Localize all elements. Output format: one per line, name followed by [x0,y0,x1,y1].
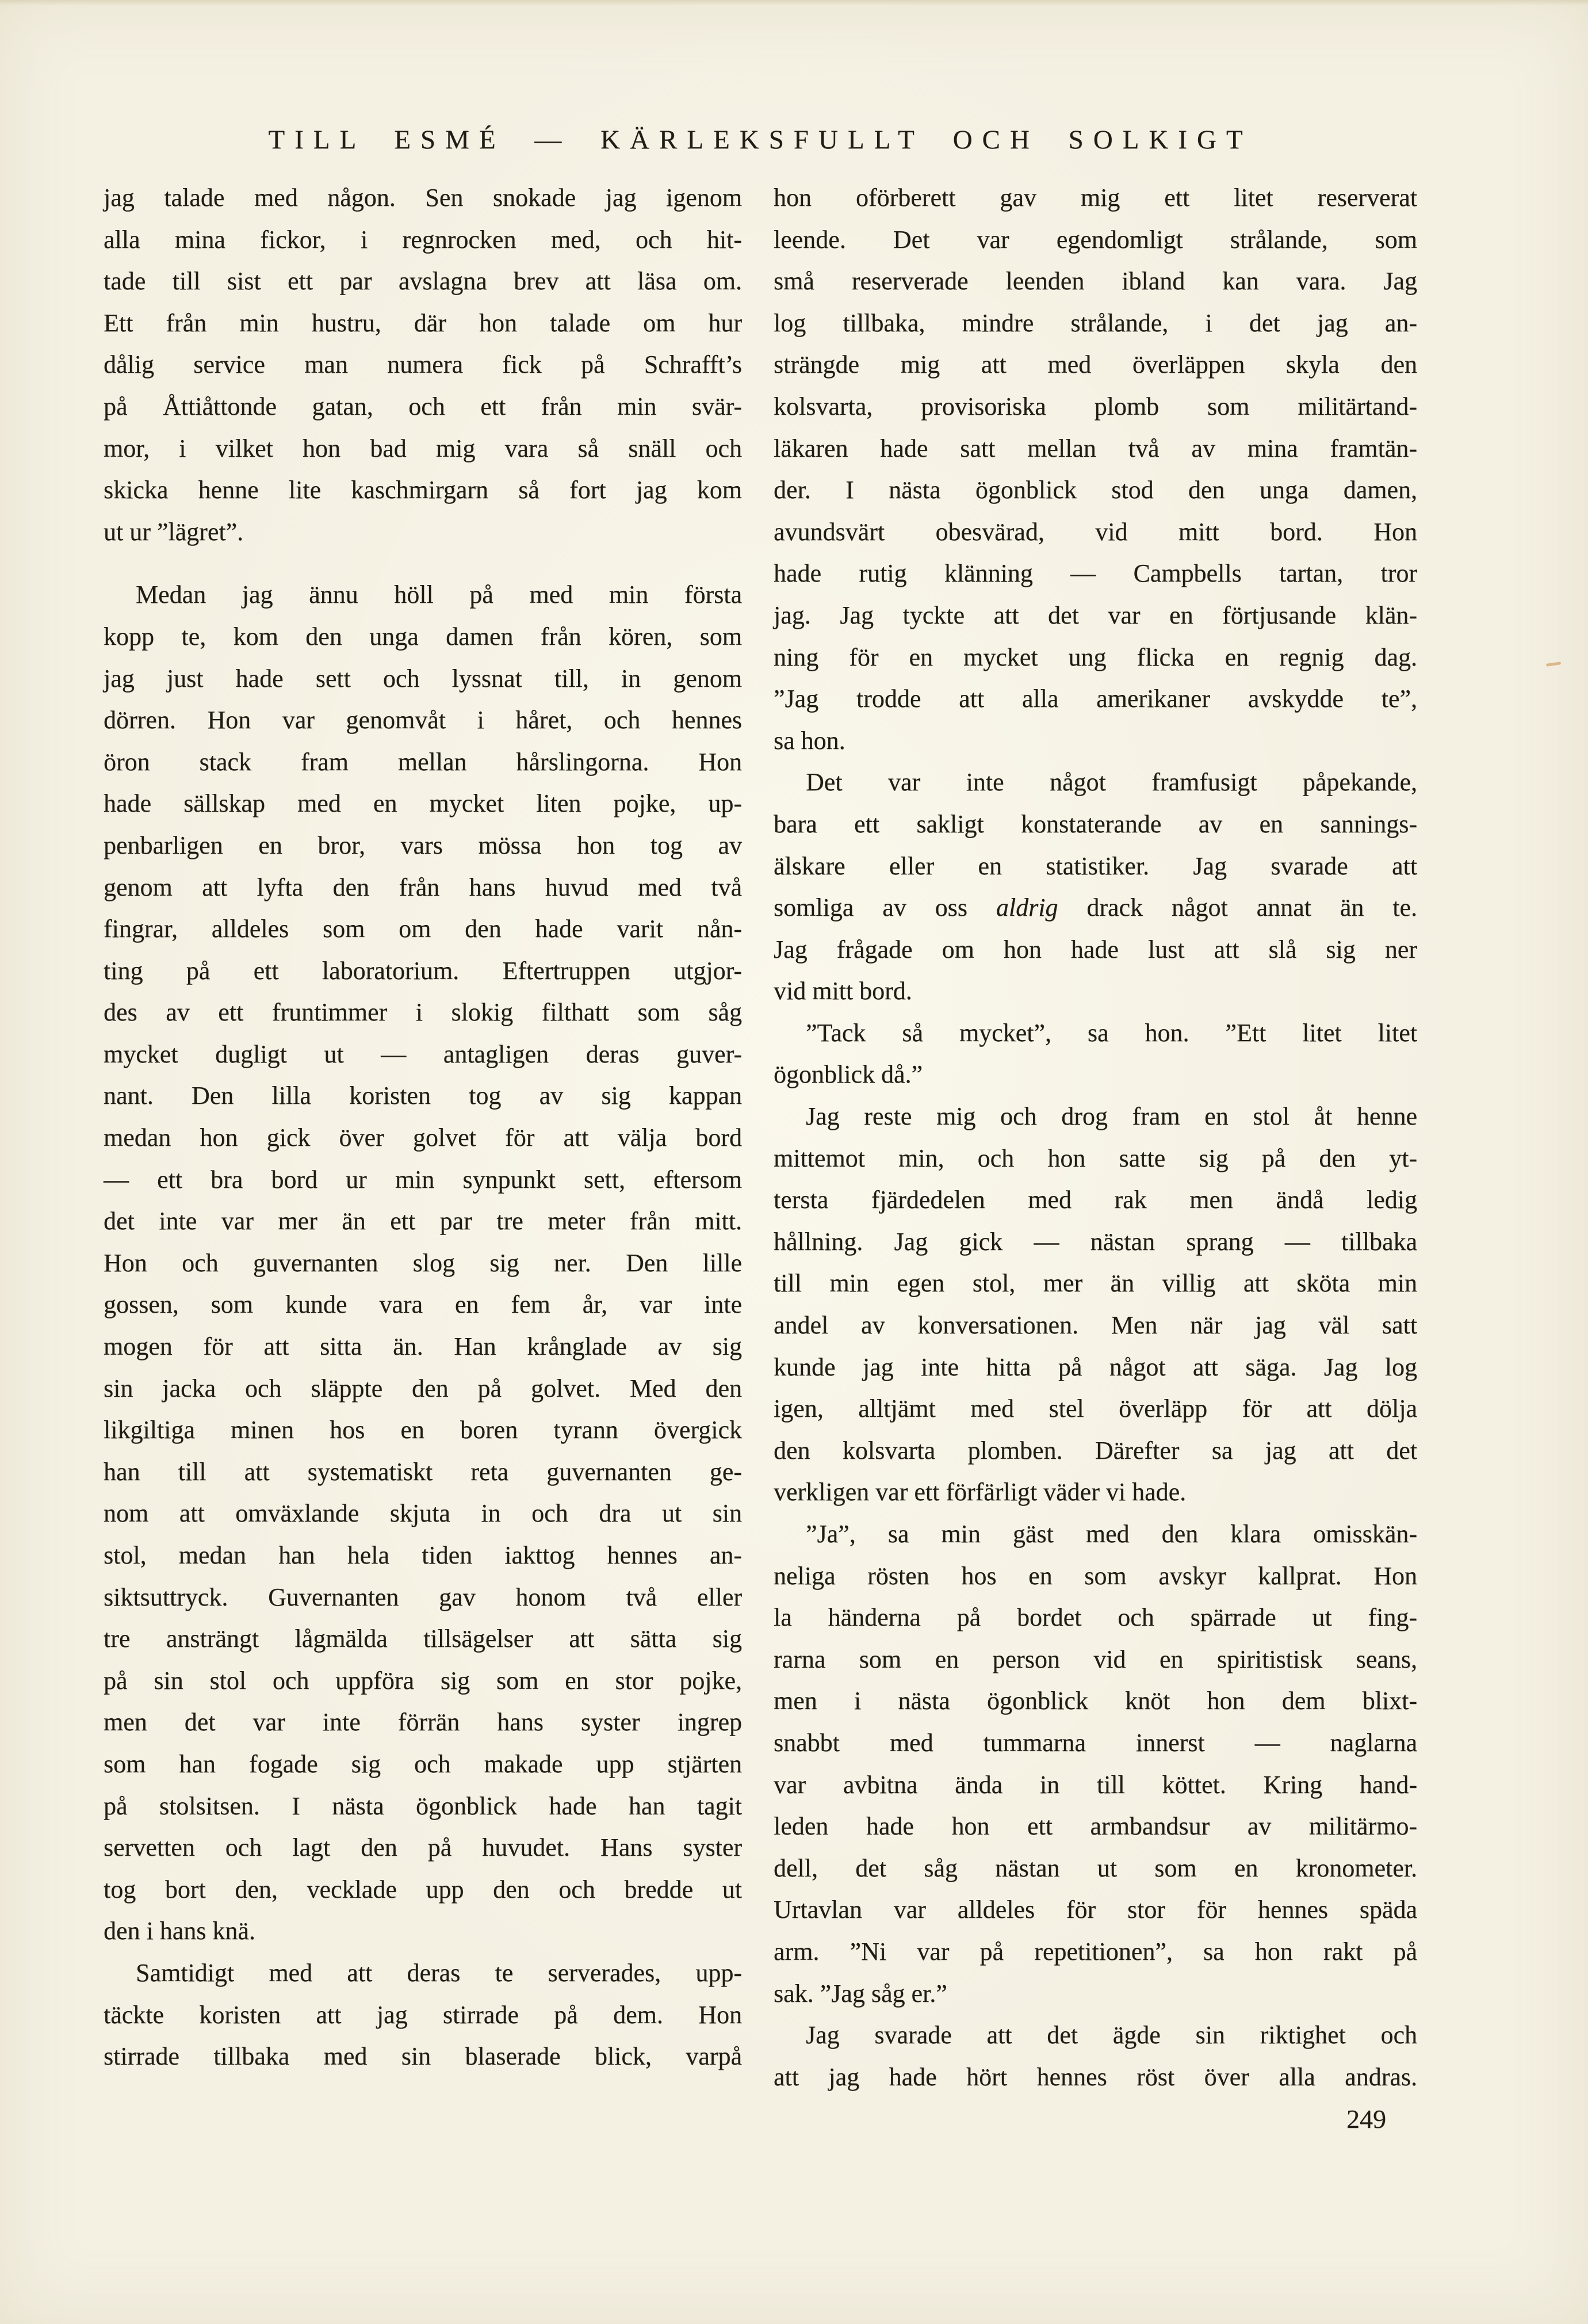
text-line: skicka henne lite kaschmirgarn så fort jag kom [104,476,742,504]
text-line: medan hon gick över golvet för att välja bord [104,1123,742,1152]
text-line: Urtavlan var alldeles för stor för hennes späda [774,1895,1417,1924]
text-line: Jag svarade att det ägde sin riktighet och [806,2021,1417,2050]
text-line: hållning. Jag gick — nästan sprang — tillbaka [774,1227,1417,1256]
text-line: stirrade tillbaka med sin blaserade blick, varpå [104,2042,742,2071]
text-line: ”Ja”, sa min gäst med den klara omisskän- [806,1520,1417,1548]
text-line: log tillbaka, mindre strålande, i det jag an- [774,308,1417,337]
text-line: sak. ”Jag såg er.” [774,1979,947,2008]
text-line: Ett från min hustru, där hon talade om hur [104,308,742,337]
text-line: ögonblick då.” [774,1060,923,1089]
text-line: till min egen stol, mer än villig att sköta min [774,1269,1417,1298]
text-line: älskare eller en statistiker. Jag svarade att [774,851,1417,880]
text-line: bara ett sakligt konstaterande av en sannings- [774,809,1417,838]
text-line: ning för en mycket ung flicka en regnig dag. [774,643,1417,671]
text-line: det inte var mer än ett par tre meter från mitt. [104,1207,742,1236]
text-line: ut ur ”lägret”. [104,517,244,546]
text-line: tersta fjärdedelen med rak men ändå ledig [774,1186,1417,1214]
text-line: hade rutig klänning — Campbells tartan, tror [774,559,1417,588]
text-line: öron stack fram mellan hårslingorna. Hon [104,747,742,776]
text-line: siktsuttryck. Guvernanten gav honom två eller [104,1583,742,1611]
text-line: strängde mig att med överläppen skyla den [774,350,1417,379]
text-line: mogen för att sitta än. Han krånglade av sig [104,1332,742,1361]
column-right [774,177,1417,2098]
text-line: sin jacka och släppte den på golvet. Med den [104,1374,742,1402]
text-line: leende. Det var egendomligt strålande, som [774,225,1417,254]
text-line: hon oförberett gav mig ett litet reserverat [774,184,1417,212]
column-left [104,177,742,2098]
text-line: hade sällskap med en mycket liten pojke, up- [104,789,742,818]
text-line: kunde jag inte hitta på något att säga. Jag log [774,1352,1417,1381]
text-line: genom att lyfta den från hans huvud med två [104,873,742,901]
page-number: 249 [1346,2104,1386,2134]
text-line: små reserverade leenden ibland kan vara. Jag [774,267,1417,296]
text-line: mor, i vilket hon bad mig vara så snäll och [104,434,742,462]
text-line: avundsvärt obesvärad, vid mitt bord. Hon [774,517,1417,546]
text-line: på stolsitsen. I nästa ögonblick hade han tagit [104,1791,742,1820]
text-line: tog bort den, vecklade upp den och bredde ut [104,1875,742,1903]
text-line: snabbt med tummarna innerst — naglarna [774,1728,1417,1757]
text-line: var avbitna ända in till köttet. Kring hand- [774,1770,1417,1799]
text-line: nant. Den lilla koristen tog av sig kappan [104,1081,742,1110]
text-line: Medan jag ännu höll på med min första [136,580,742,609]
text-line: gossen, som kunde vara en fem år, var inte [104,1290,742,1319]
text-line: kopp te, kom den unga damen från kören, som [104,622,742,651]
text-line: andel av konversationen. Men när jag väl satt [774,1311,1417,1340]
text-line: på sin stol och uppföra sig som en stor pojke, [104,1666,742,1695]
text-line: penbarligen en bror, vars mössa hon tog av [104,831,742,859]
text-line: leden hade hon ett armbandsur av militärmo- [774,1812,1417,1841]
text-line: men det var inte förrän hans syster ingrep [104,1708,742,1737]
text-line: arm. ”Ni var på repetitionen”, sa hon rakt på [774,1937,1417,1966]
text-line: Hon och guvernanten slog sig ner. Den lille [104,1248,742,1277]
text-line: kolsvarta, provisoriska plomb som militärtand- [774,392,1417,421]
text-line: ting på ett laboratorium. Eftertruppen utgjor- [104,956,742,985]
text-line: att jag hade hört hennes röst över alla andras. [774,2062,1417,2091]
text-line: der. I nästa ögonblick stod den unga damen, [774,476,1417,504]
text-line: Jag frågade om hon hade lust att slå sig ner [774,935,1417,964]
text-line: la händerna på bordet och spärrade ut fing- [774,1603,1417,1632]
text-line: nom att omväxlande skjuta in och dra ut sin [104,1499,742,1528]
text-line: — ett bra bord ur min synpunkt sett, eftersom [104,1165,742,1194]
text-line: jag just hade sett och lyssnat till, in genom [104,664,742,693]
text-line: somliga av oss aldrig drack något annat än te. [774,893,1418,922]
text-line: täckte koristen att jag stirrade på dem. Hon [104,2000,742,2029]
text-line: likgiltiga minen hos en boren tyrann övergick [104,1416,742,1444]
text-line: verkligen var ett förfärligt väder vi hade. [774,1478,1187,1507]
text-line: mycket dugligt ut — antagligen deras guver- [104,1039,742,1068]
text-line: ”Jag trodde att alla amerikaner avskydde te”, [774,685,1417,713]
text-line: fingrar, alldeles som om den hade varit nån- [104,915,742,943]
scan-speck [1546,662,1561,667]
text-line: Samtidigt med att deras te serverades, upp- [136,1958,742,1987]
text-line: den kolsvarta plomben. Därefter sa jag att det [774,1436,1417,1465]
text-line: men i nästa ögonblick knöt hon dem blixt- [774,1687,1417,1715]
text-line: dålig service man numera fick på Schrafft’s [104,350,742,379]
text-line: neliga rösten hos en som avskyr kallprat. Hon [774,1561,1417,1590]
text-line: sa hon. [774,726,845,755]
text-columns [104,177,1417,2098]
text-line: des av ett fruntimmer i slokig filthatt som såg [104,998,742,1027]
text-line: tade till sist ett par avslagna brev att läsa om. [104,267,742,296]
text-line: rarna som en person vid en spiritistisk seans, [774,1645,1417,1673]
text-line: alla mina fickor, i regnrocken med, och hit- [104,225,742,254]
text-line: igen, alltjämt med stel överläpp för att dölja [774,1394,1417,1423]
text-line: dörren. Hon var genomvåt i håret, och hennes [104,706,742,735]
text-line: stol, medan han hela tiden iakttog hennes an- [104,1541,742,1569]
text-line: vid mitt bord. [774,977,912,1006]
text-line: på Åttiåttonde gatan, och ett från min svär- [104,392,742,421]
text-line: ”Tack så mycket”, sa hon. ”Ett litet litet [806,1018,1417,1047]
text-line: jag. Jag tyckte att det var en förtjusande klän- [774,601,1417,629]
running-head: TILL ESMÉ — KÄRLEKSFULLT OCH SOLKIGT [268,125,1253,155]
text-line: tre ansträngt lågmälda tillsägelser att sätta sig [104,1624,742,1653]
text-line: Det var inte något framfusigt påpekande, [806,768,1417,797]
text-line: dell, det såg nästan ut som en kronometer. [774,1853,1417,1882]
text-line: läkaren hade satt mellan två av mina framtän- [774,434,1417,462]
text-line: den i hans knä. [104,1917,255,1945]
text-line: Jag reste mig och drog fram en stol åt henne [806,1102,1417,1131]
text-line: mittemot min, och hon satte sig på den yt- [774,1144,1417,1172]
text-line: jag talade med någon. Sen snokade jag igenom [104,184,742,212]
text-line: han till att systematiskt reta guvernanten ge- [104,1457,742,1486]
text-line: som han fogade sig och makade upp stjärten [104,1749,742,1778]
text-line: servetten och lagt den på huvudet. Hans syster [104,1833,742,1862]
